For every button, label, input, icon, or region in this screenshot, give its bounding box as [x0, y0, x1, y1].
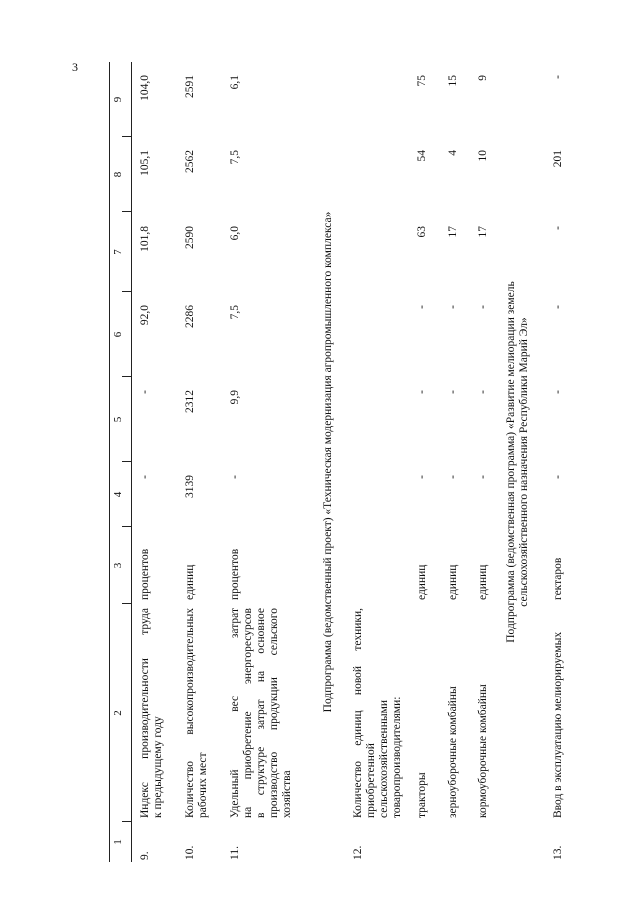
row-value: 17: [477, 226, 489, 238]
header-col-3: 3: [112, 562, 124, 569]
page-number: 3: [72, 60, 78, 74]
row-value: 6,1: [229, 75, 241, 90]
row-name-line: приобретенной: [365, 743, 377, 818]
row-name-line: производство продукции сельского: [268, 608, 280, 818]
section-heading: Подпрограмма (ведомственная программа) «Развитие мелиорации земель: [505, 281, 517, 643]
row-value: -: [552, 390, 564, 394]
subrow-name: тракторы: [416, 772, 428, 818]
row-name-line: товаропроизводителями:: [391, 696, 403, 818]
rotated-page: [112, 62, 639, 862]
row-unit: единиц: [477, 564, 489, 600]
header-col-2: 2: [112, 710, 124, 716]
row-value: 63: [416, 226, 428, 238]
row-unit: единиц: [416, 564, 428, 600]
header-col-6: 6: [112, 331, 124, 338]
row-value: 15: [447, 75, 459, 87]
row-name-line: Ввод в эксплуатацию мелиорируемых: [552, 631, 564, 818]
row-number: 10.: [184, 845, 196, 860]
row-name-line: рабочих мест: [197, 752, 209, 818]
row-value: -: [139, 475, 151, 479]
row-value: -: [447, 305, 459, 309]
header-col-5: 5: [112, 416, 124, 423]
subrow-name: кормоуборочные комбайны: [477, 684, 489, 818]
row-value: -: [416, 390, 428, 394]
row-value: 9: [477, 75, 489, 81]
row-name-line: в структуре затрат на основное: [255, 608, 267, 818]
row-value: 10: [477, 150, 489, 162]
section-heading: сельскохозяйственного назначения Республики Марий Эл»: [518, 317, 530, 607]
row-value: -: [552, 226, 564, 230]
header-col-8: 8: [112, 171, 124, 178]
header-col-4: 4: [112, 491, 124, 498]
row-name-line: сельскохозяйственными: [378, 699, 390, 818]
row-value: -: [447, 475, 459, 479]
row-value: -: [229, 475, 241, 479]
row-value: -: [447, 390, 459, 394]
row-number: 12.: [352, 845, 364, 860]
row-value: 201: [552, 150, 564, 168]
row-value: 6,0: [229, 226, 241, 241]
row-value: 75: [416, 75, 428, 87]
row-value: 2590: [184, 226, 196, 249]
row-value: -: [416, 305, 428, 309]
row-name-line: Удельный вес затрат: [229, 608, 241, 818]
row-number: 9.: [139, 851, 151, 860]
row-number: 11.: [229, 846, 241, 860]
header-bottom-rule: [131, 62, 132, 862]
row-name-line: хозяйства: [281, 770, 293, 818]
row-value: 92,0: [139, 305, 151, 326]
row-unit: единиц: [184, 564, 196, 600]
row-value: 2591: [184, 75, 196, 98]
row-value: 54: [416, 150, 428, 162]
row-value: 2562: [184, 150, 196, 173]
row-value: 3139: [184, 475, 196, 498]
row-unit: гектаров: [552, 557, 564, 600]
indicator-table: [112, 62, 639, 862]
header-top-rule: [109, 62, 110, 862]
row-value: 4: [447, 150, 459, 156]
row-value: -: [416, 475, 428, 479]
row-value: 7,5: [229, 150, 241, 165]
row-unit: процентов: [139, 548, 151, 600]
row-number: 13.: [552, 845, 564, 860]
section-heading: Подпрограмма (ведомственный проект) «Техническая модернизация агропромышленного комплекса»: [322, 211, 334, 713]
row-value: -: [139, 390, 151, 394]
header-col-9: 9: [112, 96, 124, 103]
row-name-line: Количество высокопроизводительных: [184, 608, 196, 818]
row-unit: единиц: [447, 564, 459, 600]
header-col-1: 1: [112, 839, 124, 845]
row-name-line: Индекс производительности труда: [139, 608, 151, 818]
row-value: 105,1: [139, 150, 151, 176]
row-name-line: на приобретение энергоресурсов: [242, 608, 254, 818]
row-unit: процентов: [229, 548, 241, 600]
row-value: 7,5: [229, 305, 241, 320]
row-value: -: [477, 305, 489, 309]
row-value: -: [477, 390, 489, 394]
row-value: 17: [447, 226, 459, 238]
row-value: -: [552, 75, 564, 79]
row-value: 2286: [184, 305, 196, 328]
row-name-line: к предыдущему году: [152, 716, 164, 818]
row-value: -: [477, 475, 489, 479]
row-value: 101,8: [139, 226, 151, 252]
row-name-line: Количество единиц новой техники,: [352, 608, 364, 818]
row-value: 2312: [184, 390, 196, 413]
header-col-7: 7: [112, 249, 124, 255]
row-value: -: [552, 305, 564, 309]
subrow-name: зерноуборочные комбайны: [447, 686, 459, 818]
row-value: 104,0: [139, 75, 151, 101]
row-value: 9,9: [229, 390, 241, 405]
row-value: -: [552, 475, 564, 479]
